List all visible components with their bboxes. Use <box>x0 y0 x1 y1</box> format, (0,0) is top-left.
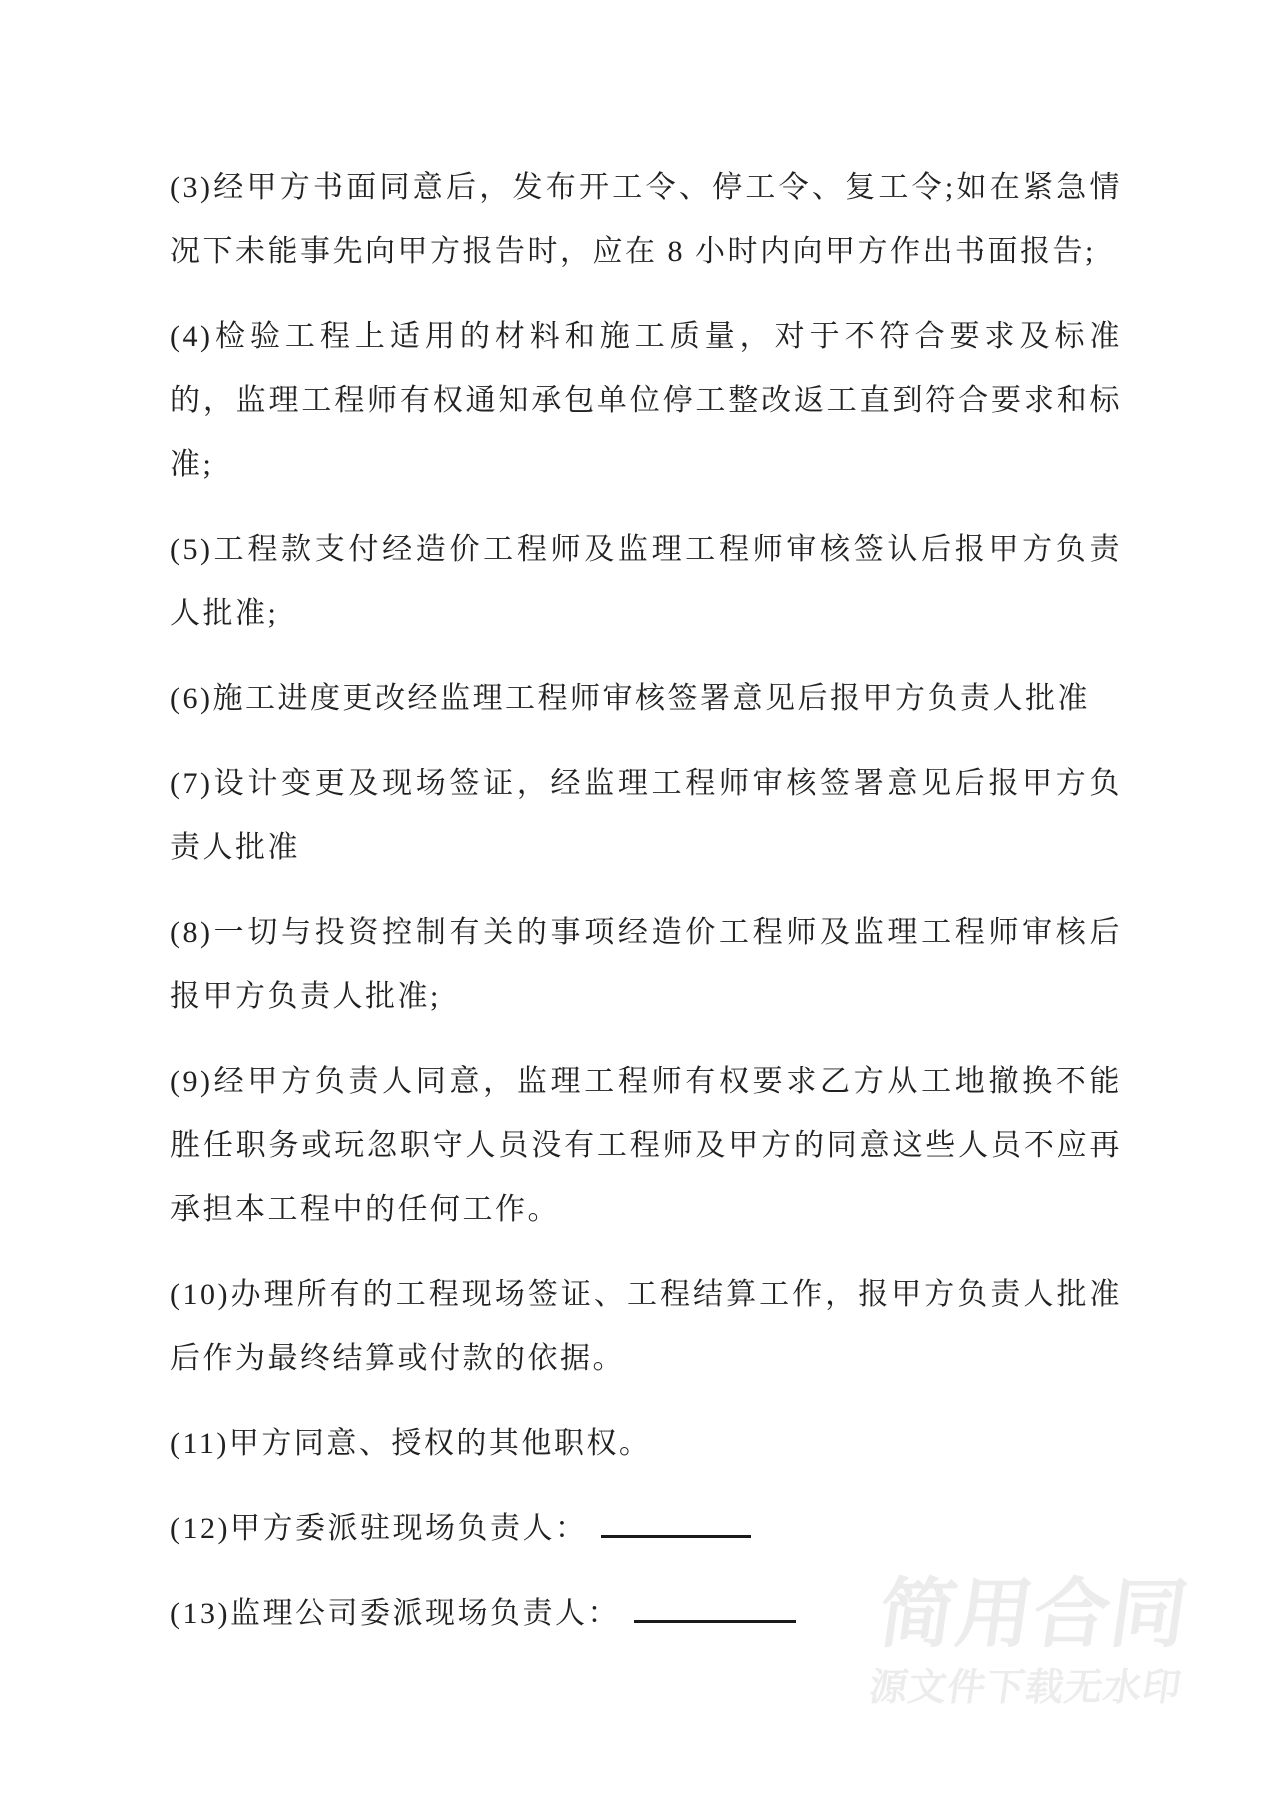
watermark <box>866 1569 1215 1709</box>
fill-in-blank-line <box>634 1590 796 1623</box>
watermark-subtitle: 源文件下载无水印 <box>866 1665 1185 1709</box>
clause-4 <box>170 305 1122 497</box>
clause-4-text: (4)检验工程上适用的材料和施工质量，对于不符合要求及标准的，监理工程师有权通知承包单位停工整改返工直到符合要求和标准; <box>170 320 1122 481</box>
clause-5-text: (5)工程款支付经造价工程师及监理工程师审核签认后报甲方负责人批准; <box>170 533 1122 630</box>
clause-12 <box>170 1497 1122 1561</box>
watermark-title: 简用合同 <box>873 1569 1195 1658</box>
clause-6 <box>170 667 1122 731</box>
clause-6-text: (6)施工进度更改经监理工程师审核签署意见后报甲方负责人批准 <box>170 682 1090 715</box>
clause-12-text: (12)甲方委派驻现场负责人： <box>170 1512 588 1545</box>
clause-8-text: (8)一切与投资控制有关的事项经造价工程师及监理工程师审核后报甲方负责人批准; <box>170 916 1122 1013</box>
clause-9 <box>170 1050 1122 1242</box>
clause-7-text: (7)设计变更及现场签证，经监理工程师审核签署意见后报甲方负责人批准 <box>170 767 1122 864</box>
clause-3-text: (3)经甲方书面同意后，发布开工令、停工令、复工令;如在紧急情况下未能事先向甲方报告时，应在 8 小时内向甲方作出书面报告; <box>170 171 1122 268</box>
clause-13-text: (13)监理公司委派现场负责人： <box>170 1597 620 1630</box>
clause-5 <box>170 518 1122 646</box>
clause-10-text: (10)办理所有的工程现场签证、工程结算工作，报甲方负责人批准后作为最终结算或付款的依据。 <box>170 1278 1122 1375</box>
clause-11-text: (11)甲方同意、授权的其他职权。 <box>170 1427 652 1460</box>
clause-8 <box>170 901 1122 1029</box>
clause-3 <box>170 156 1122 284</box>
clause-7 <box>170 752 1122 880</box>
document-body <box>170 156 1122 1667</box>
clause-9-text: (9)经甲方负责人同意，监理工程师有权要求乙方从工地撤换不能胜任职务或玩忽职守人员没有工程师及甲方的同意这些人员不应再承担本工程中的任何工作。 <box>170 1065 1122 1226</box>
clause-11 <box>170 1412 1122 1476</box>
clause-10 <box>170 1263 1122 1391</box>
fill-in-blank-line <box>601 1505 751 1538</box>
